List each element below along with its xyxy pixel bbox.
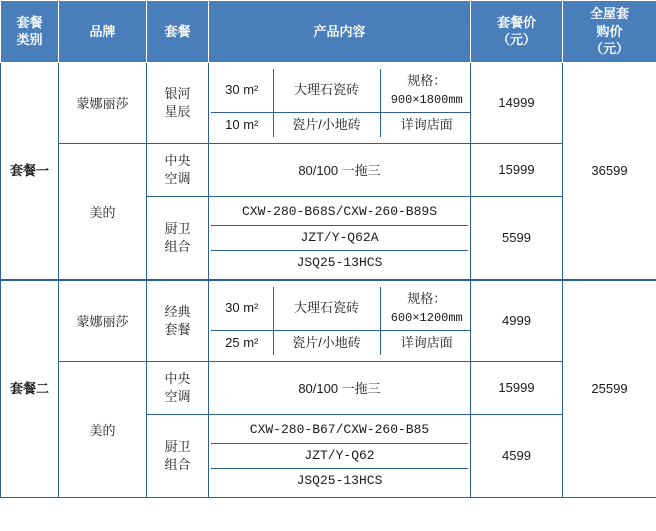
category-cell-package-one: 套餐一	[1, 62, 59, 280]
brand-cell: 蒙娜丽莎	[59, 280, 147, 362]
content-row	[211, 69, 473, 112]
area-value: 10 m²	[211, 112, 273, 137]
column-header-package-price: 套餐价 （元）	[471, 1, 563, 63]
content-row	[211, 200, 468, 225]
area-value: 30 m²	[211, 287, 273, 330]
spec-value: 详询店面	[380, 112, 473, 137]
area-value: 30 m²	[211, 69, 273, 112]
model-code: CXW-280-B67/CXW-260-B85	[211, 418, 468, 443]
package-cell: 中央 空调	[147, 361, 209, 414]
content-cell	[209, 196, 471, 280]
content-subtable	[211, 418, 468, 493]
spec-value	[380, 287, 473, 330]
content-subtable	[211, 200, 468, 275]
package-price-cell: 15999	[471, 143, 563, 196]
package-price-cell: 14999	[471, 62, 563, 143]
content-row	[211, 330, 473, 355]
content-cell: 80/100 一拖三	[209, 361, 471, 414]
spec-value	[380, 69, 473, 112]
table-header	[1, 1, 656, 63]
product-name: 大理石瓷砖	[273, 69, 380, 112]
package-cell: 厨卫 组合	[147, 414, 209, 497]
content-subtable	[211, 69, 473, 137]
brand-cell: 美的	[59, 143, 147, 280]
content-row	[211, 250, 468, 275]
column-header-content: 产品内容	[209, 1, 471, 63]
spec-label: 规格：	[407, 72, 447, 88]
spec-label: 规格：	[407, 290, 447, 306]
model-code: CXW-280-B68S/CXW-260-B89S	[211, 200, 468, 225]
table-row	[1, 143, 656, 196]
content-row	[211, 468, 468, 493]
table-body	[1, 62, 656, 497]
package-cell: 厨卫 组合	[147, 196, 209, 280]
package-price-cell: 5599	[471, 196, 563, 280]
table-row	[1, 280, 656, 362]
model-code: JZT/Y-Q62A	[211, 225, 468, 250]
brand-cell: 美的	[59, 361, 147, 497]
column-header-category: 套餐 类别	[1, 1, 59, 63]
whole-house-price-cell: 36599	[563, 62, 656, 280]
product-name: 瓷片/小地砖	[273, 112, 380, 137]
column-header-package: 套餐	[147, 1, 209, 63]
brand-cell: 蒙娜丽莎	[59, 62, 147, 143]
content-row	[211, 443, 468, 468]
content-cell	[209, 280, 471, 362]
package-price-cell: 4599	[471, 414, 563, 497]
header-row	[1, 1, 656, 63]
content-row	[211, 112, 473, 137]
package-cell: 银河 星辰	[147, 62, 209, 143]
content-cell: 80/100 一拖三	[209, 143, 471, 196]
column-header-whole-house-price: 全屋套 购价 （元）	[563, 1, 656, 63]
whole-house-price-cell: 25599	[563, 280, 656, 498]
model-code: JSQ25-13HCS	[211, 250, 468, 275]
spec-number: 900×1800mm	[390, 92, 463, 107]
product-name: 大理石瓷砖	[273, 287, 380, 330]
category-cell-package-two: 套餐二	[1, 280, 59, 498]
model-code: JSQ25-13HCS	[211, 468, 468, 493]
spec-value: 详询店面	[380, 330, 473, 355]
table-row	[1, 62, 656, 143]
table-row	[1, 361, 656, 414]
content-subtable	[211, 287, 473, 355]
package-cell: 中央 空调	[147, 143, 209, 196]
product-name: 瓷片/小地砖	[273, 330, 380, 355]
package-price-cell: 15999	[471, 361, 563, 414]
model-code: JZT/Y-Q62	[211, 443, 468, 468]
content-row	[211, 418, 468, 443]
column-header-brand: 品牌	[59, 1, 147, 63]
content-row	[211, 287, 473, 330]
content-row	[211, 225, 468, 250]
content-cell	[209, 414, 471, 497]
spec-number: 600×1200mm	[390, 310, 463, 325]
content-cell	[209, 62, 471, 143]
area-value: 25 m²	[211, 330, 273, 355]
package-price-cell: 4999	[471, 280, 563, 362]
package-cell: 经典 套餐	[147, 280, 209, 362]
